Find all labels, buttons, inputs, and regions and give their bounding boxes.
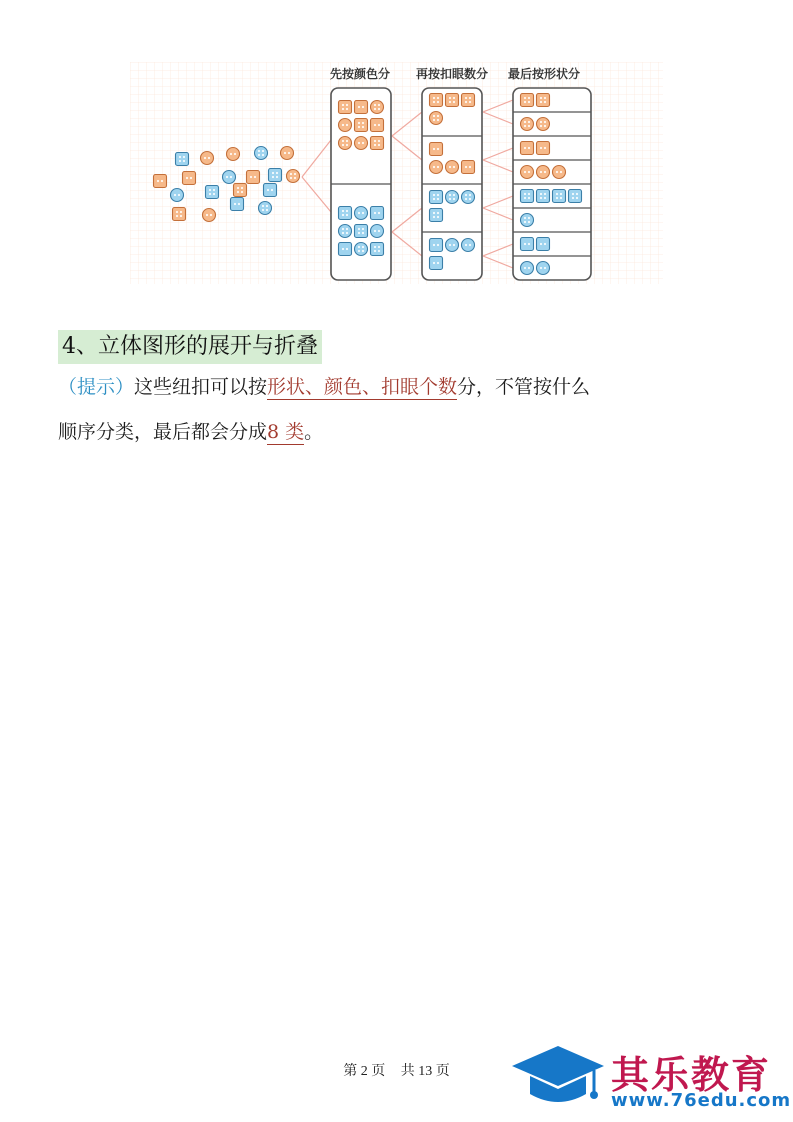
button-icon <box>537 142 550 155</box>
header-by-holes: 再按扣眼数分 <box>415 67 489 81</box>
button-icon <box>371 243 384 256</box>
header-by-color: 先按颜色分 <box>329 67 391 81</box>
button-icon <box>339 119 352 132</box>
button-icon <box>430 161 443 174</box>
header-by-shape: 最后按形状分 <box>507 67 581 81</box>
button-icon <box>154 175 167 188</box>
button-icon <box>339 225 352 238</box>
button-icon <box>521 94 534 107</box>
button-icon <box>521 118 534 131</box>
button-icon <box>339 137 352 150</box>
button-icon <box>371 137 384 150</box>
page-total: 共 13 页 <box>400 1064 450 1079</box>
line2-tail: 。 <box>304 421 324 443</box>
button-icon <box>521 214 534 227</box>
button-icon <box>171 189 184 202</box>
button-icon <box>206 186 219 199</box>
button-icon <box>537 190 550 203</box>
button-icon <box>446 161 459 174</box>
hint-paragraph-line-2 <box>58 413 748 451</box>
button-icon <box>355 207 368 220</box>
answer-category-count: 8 类 <box>267 421 305 443</box>
button-icon <box>521 262 534 275</box>
brand-logo <box>508 1040 792 1115</box>
line1-text: 这些纽扣可以按 <box>134 376 268 398</box>
button-icon <box>259 202 272 215</box>
section-heading: 4、立体图形的展开与折叠 <box>58 330 322 364</box>
button-icon <box>201 152 214 165</box>
button-icon <box>176 153 189 166</box>
button-icon <box>234 184 247 197</box>
button-icon <box>371 207 384 220</box>
button-icon <box>371 101 384 114</box>
button-icon <box>223 171 236 184</box>
button-icon <box>430 143 443 156</box>
button-icon <box>287 170 300 183</box>
graduation-cap-icon <box>508 1040 608 1115</box>
button-icon <box>462 239 475 252</box>
button-icon <box>255 147 268 160</box>
button-icon <box>430 257 443 270</box>
button-icon <box>521 166 534 179</box>
button-icon <box>183 172 196 185</box>
page-current: 第 2 页 <box>343 1064 386 1079</box>
button-icon <box>355 119 368 132</box>
button-icon <box>371 225 384 238</box>
hint-paragraph-line-1 <box>58 368 748 406</box>
button-icon <box>281 147 294 160</box>
button-icon <box>462 94 475 107</box>
button-icon <box>446 94 459 107</box>
button-icon <box>569 190 582 203</box>
button-icon <box>231 198 244 211</box>
button-icon <box>355 243 368 256</box>
button-icon <box>430 239 443 252</box>
button-icon <box>521 238 534 251</box>
button-icon <box>553 166 566 179</box>
button-icon <box>355 101 368 114</box>
button-icon <box>247 171 260 184</box>
button-icon <box>446 191 459 204</box>
line2-text: 顺序分类，最后都会分成 <box>58 421 268 443</box>
button-icon <box>203 209 216 222</box>
button-icon <box>537 238 550 251</box>
button-icon <box>537 262 550 275</box>
brand-name: 其乐教育 <box>611 1053 772 1097</box>
button-icon <box>521 142 534 155</box>
button-icon <box>430 112 443 125</box>
button-icon <box>446 239 459 252</box>
button-icon <box>339 243 352 256</box>
button-icon <box>462 191 475 204</box>
button-icon <box>537 166 550 179</box>
button-icon <box>339 101 352 114</box>
button-icon <box>462 161 475 174</box>
button-icon <box>227 148 240 161</box>
button-icon <box>339 207 352 220</box>
answer-sort-criteria: 形状、颜色、扣眼个数 <box>267 376 458 398</box>
button-sorting-figure <box>130 62 663 284</box>
button-icon <box>521 190 534 203</box>
button-icon <box>430 94 443 107</box>
button-icon <box>355 225 368 238</box>
brand-url: www.76edu.com <box>611 1090 792 1111</box>
button-icon <box>430 191 443 204</box>
button-icon <box>430 209 443 222</box>
line1-tail: 分，不管按什么 <box>457 376 591 398</box>
button-icon <box>269 169 282 182</box>
button-icon <box>537 118 550 131</box>
button-icon <box>553 190 566 203</box>
button-icon <box>173 208 186 221</box>
hint-label: （提示） <box>58 376 135 398</box>
button-icon <box>371 119 384 132</box>
button-icon <box>537 94 550 107</box>
button-icon <box>355 137 368 150</box>
button-icon <box>264 184 277 197</box>
